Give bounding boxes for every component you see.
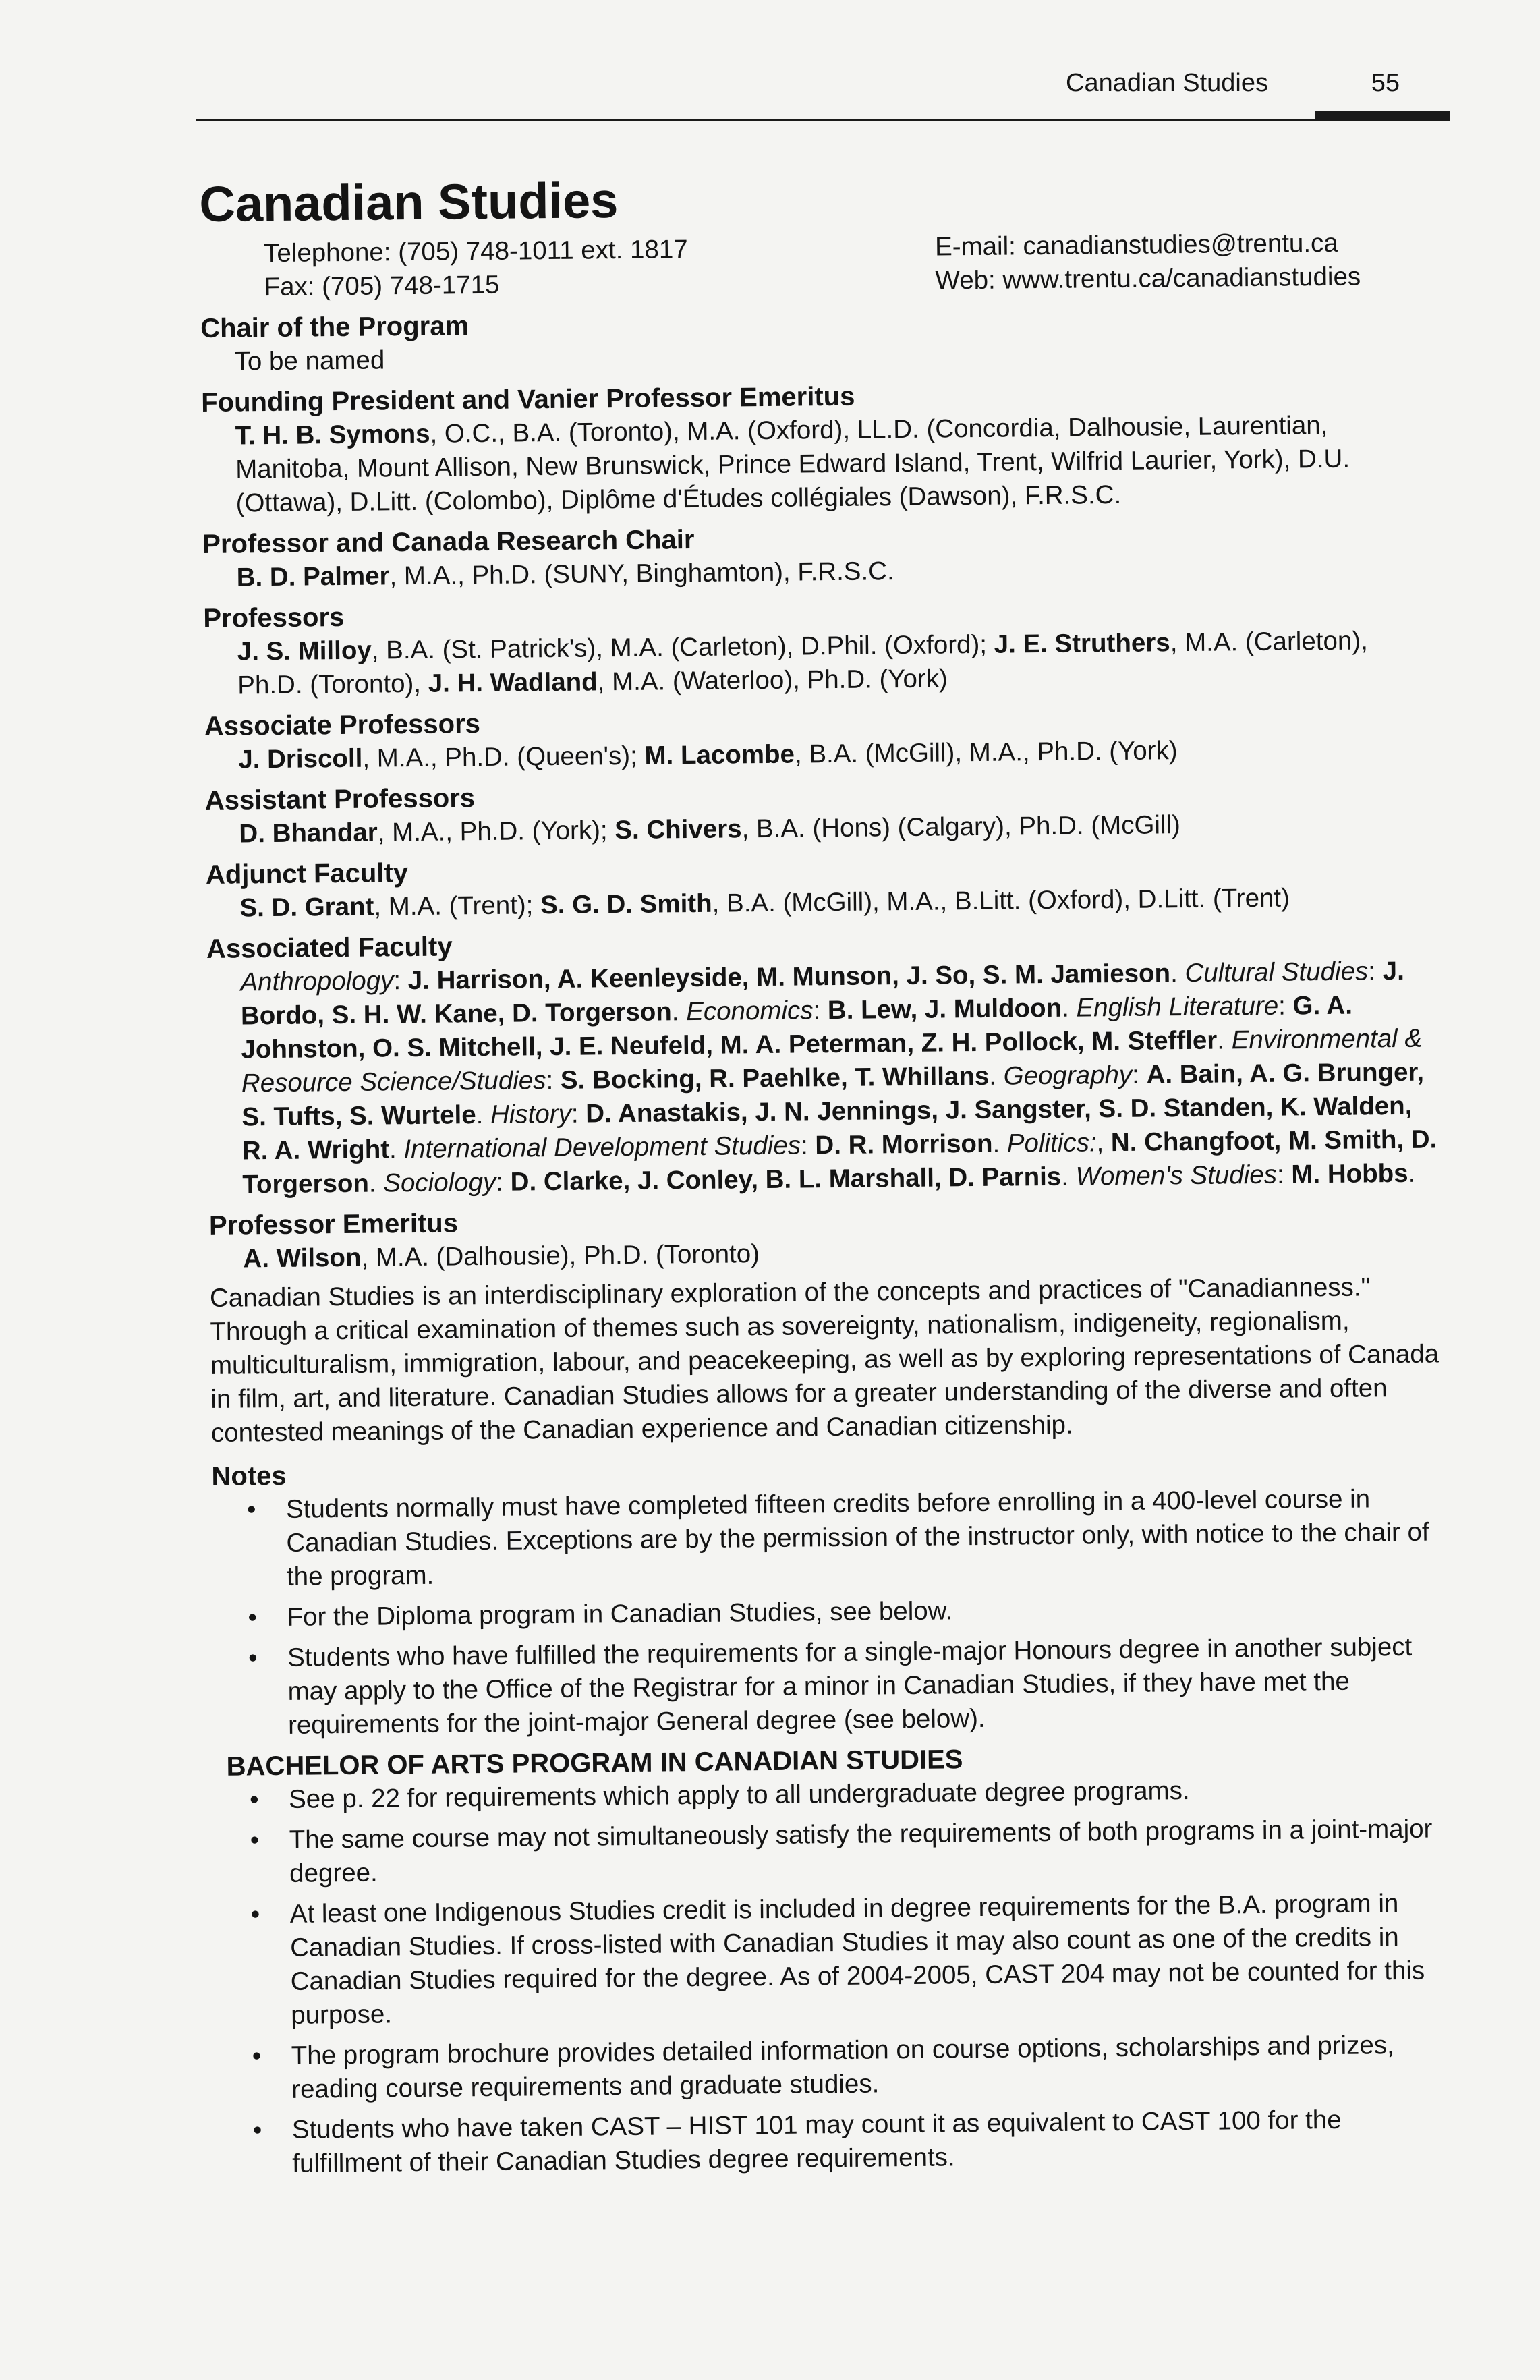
professor-credentials: , M.A. (Carleton), Ph.D. (Toronto), [237, 626, 1368, 700]
associate-credentials: , B.A. (McGill), M.A., Ph.D. (York) [794, 736, 1178, 769]
associated-names: D. Anastakis, J. N. Jennings, J. Sangster, S. D. Standen, K. Walden, R. A. Wright [241, 1091, 1413, 1166]
notes-item-text: For the Diploma program in Canadian Studies, see below. [287, 1596, 953, 1632]
emeritus-credentials: , M.A. (Dalhousie), Ph.D. (Toronto) [361, 1239, 760, 1272]
professor-credentials: , B.A. (St. Patrick's), M.A. (Carleton), D.Phil. (Oxford); [371, 629, 994, 665]
bullet-icon: • [252, 2116, 262, 2145]
header-rule [196, 119, 1450, 121]
bullet-icon: • [252, 2041, 262, 2071]
telephone: Telephone: (705) 748-1011 ext. 1817 [263, 235, 688, 268]
bullet-icon: • [249, 1785, 259, 1815]
contact-block [200, 225, 1431, 305]
notes-item [248, 1630, 1445, 1742]
assistant-credentials: , B.A. (Hons) (Calgary), Ph.D. (McGill) [741, 810, 1181, 844]
bullet-icon: • [250, 1900, 260, 1929]
program-list [215, 1772, 1450, 2181]
adjunct-credentials: , B.A. (McGill), M.A., B.Litt. (Oxford), D.Litt. (Trent) [712, 883, 1290, 918]
program-item [252, 2028, 1449, 2106]
research-chair-credentials: , M.A., Ph.D. (SUNY, Binghamton), F.R.S.C. [389, 557, 894, 591]
assistant-name: D. Bhandar [239, 818, 378, 849]
program-item [250, 1812, 1446, 1890]
associated-names: S. Bocking, R. Paehlke, T. Whillans [560, 1061, 990, 1095]
associated-field: Politics: [1006, 1128, 1097, 1158]
associated-field: International Development Studies [403, 1131, 801, 1164]
associated-heading: Associated Faculty [206, 932, 453, 964]
associated-field: English Literature [1076, 991, 1279, 1023]
associated-field: Anthropology [240, 966, 394, 997]
associated-names: J. Harrison, A. Keenleyside, M. Munson, J. So, S. M. Jamieson [407, 959, 1171, 996]
associated-field: Women's Studies [1075, 1160, 1278, 1191]
associated-list: Anthropology: J. Harrison, A. Keenleyside, M. Munson, J. So, S. M. Jamieson. Cultural Studies: J. Bordo, S. H. W. Kane, D. Torgerson. Economics: B. Lew, J. Muldoon. English Literature: G. A. Johnston, O. S. Mitchell, J. E. Neufeld, M. A. Peterman, Z. H. Pollock, M. Steffler. Environmental & Resource Science/Studies: S. Bocking, R. Paehlke, T. Whillans. Geography: A. Bain, A. G. Brunger, S. Tufts, S. Wurtele. History: D. Anastakis, J. N. Jennings, J. Sangster, S. D. Standen, K. Walden, R. A. Wright. International Development Studies: D. R. Morrison. Politics:, N. Changfoot, M. Smith, D. Torgerson. Sociology: D. Clarke, J. Conley, B. L. Marshall, D. Parnis. Women's Studies: M. Hobbs. [240, 956, 1437, 1199]
web: Web: www.trentu.ca/canadianstudies [935, 262, 1361, 295]
notes-list [212, 1481, 1445, 1743]
adjunct-name: S. D. Grant [239, 892, 374, 923]
associated-names: M. Hobbs [1291, 1158, 1408, 1189]
emeritus-name: A. Wilson [243, 1243, 362, 1274]
running-header-section: Canadian Studies [1066, 69, 1268, 97]
page-number: 55 [1371, 69, 1400, 97]
founding-heading: Founding President and Vanier Professor Emeritus [201, 381, 855, 418]
associated-field: Geography [1003, 1060, 1133, 1091]
associate-name: M. Lacombe [644, 739, 795, 770]
associate-heading: Associate Professors [204, 709, 481, 741]
running-header [196, 66, 1450, 120]
program-item [250, 1886, 1448, 2032]
bullet-icon: • [250, 1825, 260, 1855]
bullet-icon: • [246, 1495, 256, 1525]
emeritus-heading: Professor Emeritus [208, 1208, 459, 1241]
notes-item [246, 1481, 1444, 1593]
program-item-text: The same course may not simultaneously satisfy the requirements of both programs in a joint-major degree. [289, 1814, 1433, 1888]
associated-names: A. Bain, A. G. Brunger, S. Tufts, S. Wurtele [241, 1057, 1425, 1132]
assistant-name: S. Chivers [615, 814, 742, 845]
program-item-text: Students who have taken CAST – HIST 101 may count it as equivalent to CAST 100 for the fulfillment of their Canadian Studies degree requirements. [291, 2105, 1342, 2178]
chair-heading: Chair of the Program [200, 311, 469, 343]
program-description: Canadian Studies is an interdisciplinary exploration of the concepts and practices of "Canadianness." Through a critical examination of themes such as sovereignty, nationalism, indigeneity, regionalism, multiculturalism, immigration, labour, and peacekeeping, as well as by exploring representations of Canada in film, art, and literature. Canadian Studies allows for a greater understanding of the diverse and often contested meanings of the Canadian experience and Canadian citizenship. [209, 1272, 1439, 1448]
program-item-text: See p. 22 for requirements which apply to all undergraduate degree programs. [288, 1776, 1190, 1814]
founding-credentials: , O.C., B.A. (Toronto), M.A. (Oxford), LL.D. (Concordia, Dalhousie, Laurentian, Manitoba, Mount Allison, New Brunswick, Prince Edward Island, Trent, Wilfrid Laurier, York), D.U. (Ottawa), D.Litt. (Colombo), Diplôme d'Études collégiales (Dawson), F.R.S.C. [235, 410, 1350, 518]
professors-heading: Professors [203, 602, 345, 633]
associated-names: D. R. Morrison [815, 1129, 993, 1160]
bullet-icon: • [248, 1643, 258, 1673]
program-item-text: The program brochure provides detailed information on course options, scholarships and prizes, reading course requirements and graduate studies. [291, 2031, 1394, 2104]
associated-field: Environmental & Resource Science/Studies [241, 1023, 1423, 1098]
professors-list [204, 623, 1435, 703]
associated-field: History [490, 1099, 572, 1129]
adjunct-name: S. G. D. Smith [540, 888, 712, 920]
notes-item [248, 1589, 1444, 1634]
professor-credentials: , M.A. (Waterloo), Ph.D. (York) [597, 664, 948, 697]
associated-names: N. Changfoot, M. Smith, D. Torgerson [242, 1125, 1437, 1199]
associate-credentials: , M.A., Ph.D. (Queen's); [362, 741, 645, 773]
associated-field: Economics [686, 996, 814, 1027]
research-chair-name: B. D. Palmer [236, 561, 390, 592]
associated-field: Cultural Studies [1185, 957, 1369, 988]
professor-name: J. H. Wadland [428, 667, 598, 698]
assistant-credentials: , M.A., Ph.D. (York); [377, 816, 615, 847]
assistant-heading: Assistant Professors [204, 783, 476, 816]
professor-name: J. S. Milloy [237, 635, 372, 667]
program-item-text: At least one Indigenous Studies credit is included in degree requirements for the B.A. program in Canadian Studies. If cross-listed with Canadian Studies it may also count as one of the credits in Canadian Studies required for the degree. As of 2004-2005, CAST 204 may not be counted for this purpose. [289, 1889, 1425, 2030]
professor-name: J. E. Struthers [994, 628, 1170, 659]
email: E-mail: canadianstudies@trentu.ca [934, 228, 1338, 262]
notes-heading: Notes [211, 1461, 287, 1492]
adjunct-heading: Adjunct Faculty [205, 858, 409, 890]
associated-names: G. A. Johnston, O. S. Mitchell, J. E. Neufeld, M. A. Peterman, Z. H. Pollock, M. Steffler [241, 990, 1353, 1065]
associated-names: B. Lew, J. Muldoon [827, 993, 1062, 1025]
notes-item-text: Students normally must have completed fifteen credits before enrolling in a 400-level course in Canadian Studies. Exceptions are by the permission of the instructor only, with notice to the chair of the program. [285, 1484, 1429, 1591]
program-item [252, 2102, 1450, 2180]
page-content [199, 162, 1450, 2188]
associated-names: D. Clarke, J. Conley, B. L. Marshall, D. Parnis [510, 1162, 1062, 1197]
research-chair-heading: Professor and Canada Research Chair [202, 524, 695, 559]
associated-field: Sociology [383, 1167, 496, 1198]
program-heading: BACHELOR OF ARTS PROGRAM IN CANADIAN STUDIES [226, 1745, 963, 1782]
fax: Fax: (705) 748-1715 [264, 270, 500, 302]
notes-item-text: Students who have fulfilled the requirements for a single-major Honours degree in another subject may apply to the Office of the Registrar for a minor in Canadian Studies, if they have met the requirements for the joint-major General degree (see below). [287, 1632, 1413, 1740]
associate-name: J. Driscoll [238, 743, 363, 774]
adjunct-credentials: , M.A. (Trent); [374, 890, 541, 922]
page-title: Canadian Studies [199, 172, 619, 232]
bullet-icon: • [248, 1603, 258, 1633]
founding-name: T. H. B. Symons [235, 419, 430, 451]
header-rule-bar [1315, 111, 1450, 121]
chair-text: To be named [234, 345, 385, 376]
associated-names: J. Bordo, S. H. W. Kane, D. Torgerson [240, 956, 1404, 1031]
founding-entry [201, 407, 1433, 521]
